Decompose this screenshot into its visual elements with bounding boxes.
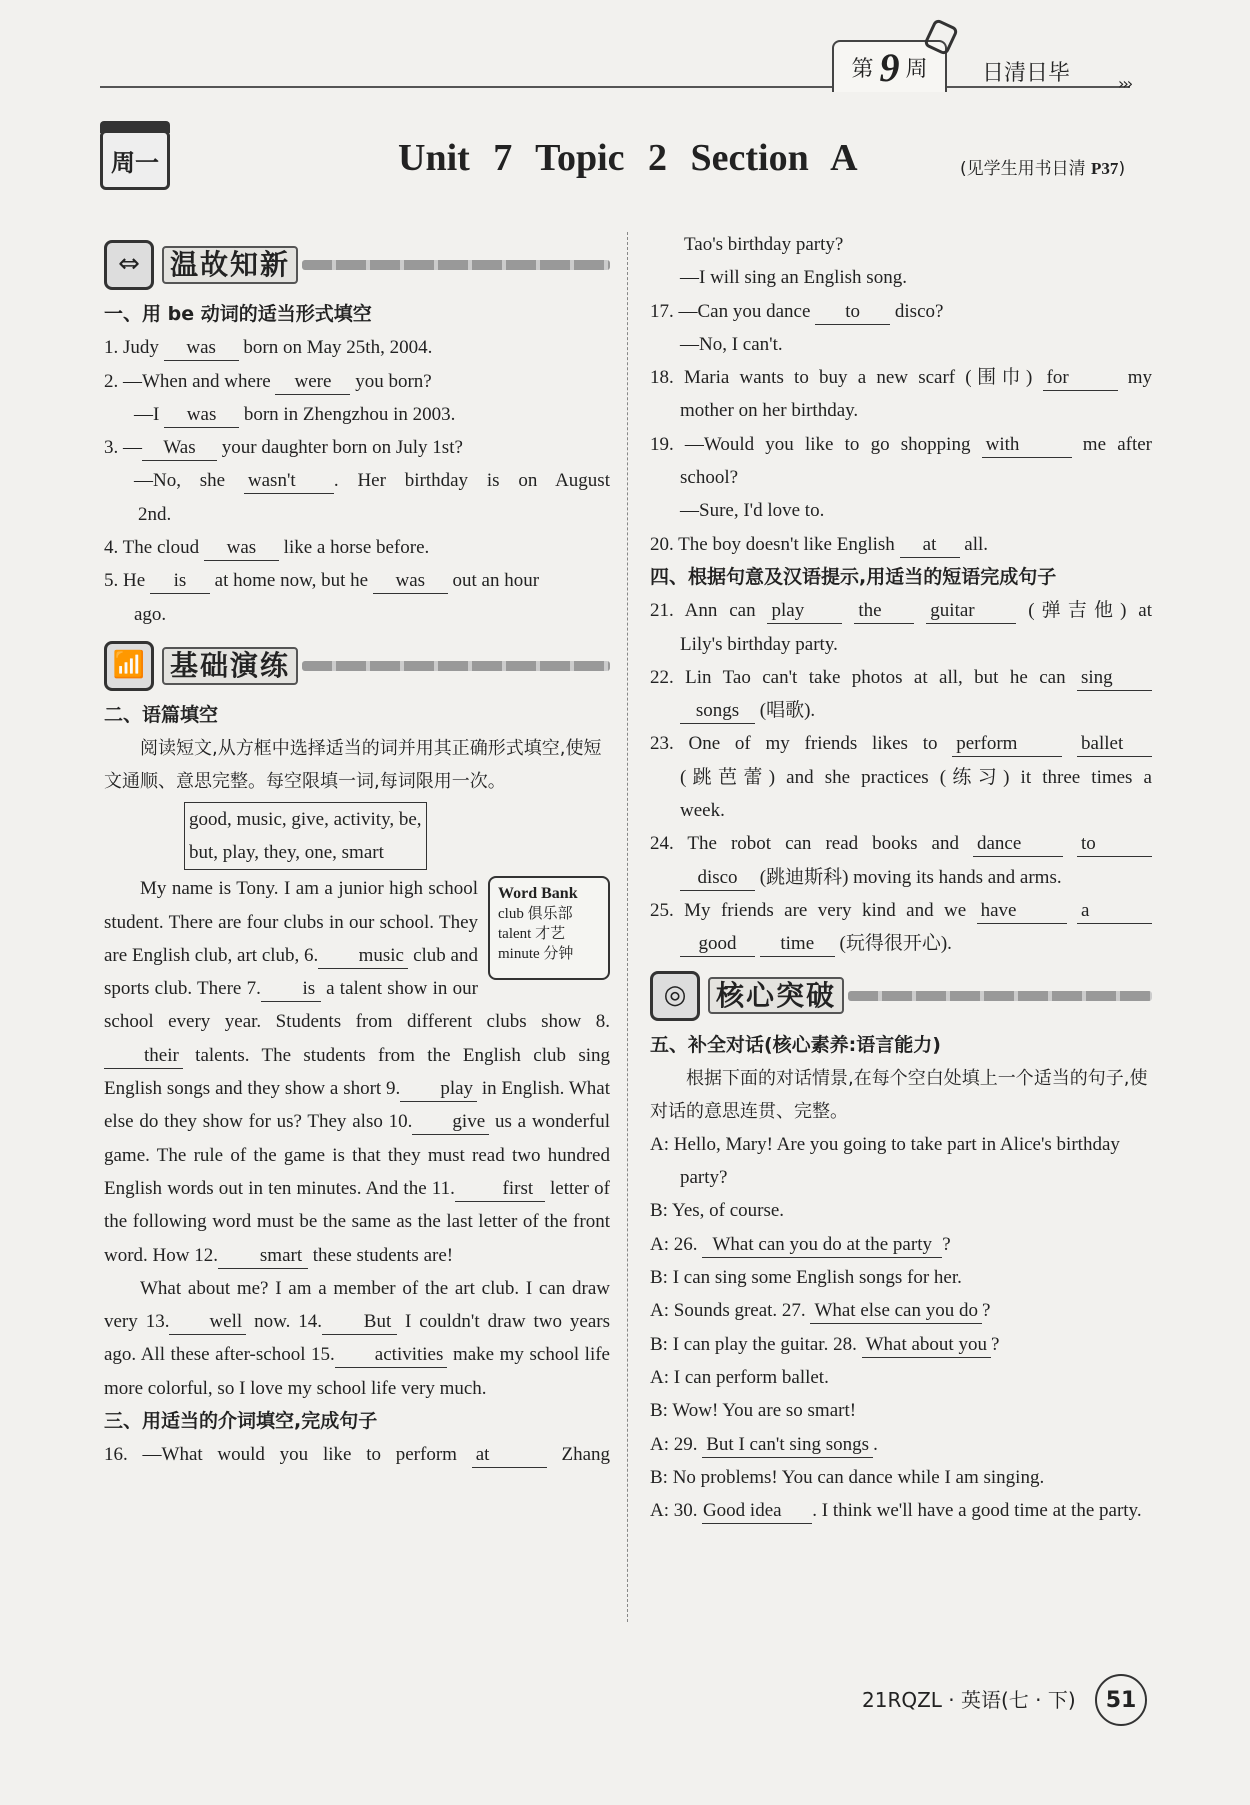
answer-blank: play xyxy=(400,1077,477,1102)
answer-blank: at xyxy=(900,533,960,558)
answer-blank: Good idea xyxy=(702,1499,812,1524)
answer-blank: was xyxy=(164,403,239,428)
banner-bar xyxy=(848,991,1152,1001)
answer-blank: to xyxy=(1077,832,1152,857)
answer-blank: time xyxy=(760,932,835,957)
part5-instruction: 根据下面的对话情景,在每个空白处填上一个适当的句子,使对话的意思连贯、完整。 xyxy=(650,1067,1148,1122)
question-19a: 19. —Would you like to go shopping with me after xyxy=(650,428,1152,461)
section-banner-basic xyxy=(104,637,610,695)
answer-blank: was xyxy=(204,536,279,561)
answer-blank: first xyxy=(455,1177,545,1202)
question-23b: (跳芭蕾) and she practices (练习) it three times a xyxy=(680,766,1152,788)
answer-blank: at xyxy=(472,1443,547,1468)
question-18a: 18. Maria wants to buy a new scarf (围巾) for my xyxy=(650,361,1152,394)
question-5b: ago. xyxy=(134,603,167,625)
bar-chart-icon: 📶 xyxy=(104,641,154,691)
answer-blank: guitar xyxy=(926,599,1016,624)
passage: Word Bank club 俱乐部 talent 才艺 minute 分钟 My name is Tony. I am a junior high school student. There are four clubs in our school. They are English club, art club, 6. music club and sports club. There 7. is a talent show in our school every year. Students from different clubs show 8.their talents. The students from the English club sing English songs and they show a short 9. play in English. What else do they show for us? They also 10. give us a wonderful game. The rule of the game is that they must read two hundred English words out in ten minutes. And the 11. first letter of the following word must be the same as the last letter of the front word. How 12. smart these students are! What about me? I am a member of the art club. I can draw very 13. well now. 14. But I couldn't draw two years ago. All these after-school 15. activities make my school life more colorful, so I love my school life very much. xyxy=(104,878,610,1399)
answer-blank: was xyxy=(373,569,448,594)
answer-blank: activities xyxy=(335,1343,448,1368)
dialogue-line: A: Sounds great. 27. What else can you do ? xyxy=(650,1294,1152,1327)
answer-blank: dance xyxy=(973,832,1063,857)
book-code: 21RQZL · 英语(七 · 下) xyxy=(862,1688,1076,1712)
question-3b: —No, she wasn't . Her birthday is on August xyxy=(104,464,610,497)
answer-blank: well xyxy=(169,1310,246,1335)
column-divider xyxy=(627,232,628,1622)
answer-blank: with xyxy=(982,433,1072,458)
week-prefix: 第 xyxy=(851,56,874,82)
word-bank-item: club 俱乐部 xyxy=(498,906,573,923)
daily-label: 日清日毕 xyxy=(982,61,1071,86)
answer-blank: smart xyxy=(218,1244,308,1269)
dialogue-line: B: Wow! You are so smart! xyxy=(650,1400,857,1422)
answer-blank: disco xyxy=(680,866,755,891)
target-icon: ◎ xyxy=(650,971,700,1021)
part2-instruction: 阅读短文,从方框中选择适当的词并用其正确形式填空,使短文通顺、意思完整。每空限填一词,每词限用一次。 xyxy=(104,738,602,793)
answer-blank: a xyxy=(1077,899,1152,924)
question-22b: songs (唱歌). xyxy=(650,694,1152,727)
answer-blank: Was xyxy=(142,436,217,461)
answer-blank: songs xyxy=(680,699,755,724)
word-bank-item: minute 分钟 xyxy=(498,946,574,963)
part4-heading: 四、根据句意及汉语提示,用适当的短语完成句子 xyxy=(650,565,1057,588)
dialogue-line: A: Hello, Mary! Are you going to take part in Alice's birthday party? xyxy=(650,1133,1120,1189)
right-column xyxy=(650,228,1152,1527)
arrows-icon: ››› xyxy=(1118,74,1132,93)
answer-blank: good xyxy=(680,932,755,957)
answer-blank: for xyxy=(1043,366,1118,391)
answer-blank: What else can you do xyxy=(810,1299,982,1324)
section-banner-core xyxy=(650,967,1152,1025)
part2-heading: 二、语篇填空 xyxy=(104,703,219,726)
banner-bar xyxy=(302,661,610,671)
answer-blank: play xyxy=(767,599,842,624)
answer-blank: wasn't xyxy=(244,469,334,494)
word-bank xyxy=(488,876,610,980)
question-24b: disco (跳迪斯科) moving its hands and arms. xyxy=(650,861,1152,894)
question-3c: 2nd. xyxy=(138,503,172,525)
word-bank-item: talent 才艺 xyxy=(498,926,566,943)
section-title-review: 温故知新 xyxy=(162,246,298,283)
question-21b: Lily's birthday party. xyxy=(680,633,838,655)
answer-blank: have xyxy=(977,899,1067,924)
answer-blank: give xyxy=(412,1110,489,1135)
question-19c: —Sure, I'd love to. xyxy=(680,500,825,522)
dialogue-line: A: 26. What can you do at the party ? xyxy=(650,1228,1152,1261)
answer-blank: But I can't sing songs xyxy=(702,1433,873,1458)
left-column xyxy=(104,230,610,1472)
answer-blank: is xyxy=(150,569,210,594)
question-1: 1. Judy was born on May 25th, 2004. xyxy=(104,331,610,364)
question-22a: 22. Lin Tao can't take photos at all, but he can sing xyxy=(650,661,1152,694)
word-bank-title: Word Bank xyxy=(498,885,578,903)
dialogue-line: B: I can sing some English songs for her. xyxy=(650,1267,962,1289)
question-16a: 16. —What would you like to perform at Zhang xyxy=(104,1438,610,1471)
question-24a: 24. The robot can read books and dance to xyxy=(650,827,1152,860)
question-23c: week. xyxy=(680,800,725,822)
arrows-swap-icon: ⇔ xyxy=(104,240,154,290)
question-3a: 3. — Was your daughter born on July 1st? xyxy=(104,431,610,464)
section-banner-review xyxy=(104,236,610,294)
question-23a: 23. One of my friends likes to perform ballet xyxy=(650,727,1152,760)
answer-blank: What can you do at the party xyxy=(702,1233,942,1258)
answer-blank: music xyxy=(318,944,408,969)
part1-heading: 一、用 be 动词的适当形式填空 xyxy=(104,303,372,325)
word-box: good, music, give, activity, be, but, play, they, one, smart xyxy=(184,802,427,870)
question-25b: good time (玩得很开心). xyxy=(650,927,1152,960)
day-badge: 周一 xyxy=(100,130,170,190)
book-reference: (见学生用书日清 P37) xyxy=(960,159,1126,179)
answer-blank: sing xyxy=(1077,666,1152,691)
answer-blank: What about you xyxy=(862,1333,991,1358)
question-18b: mother on her birthday. xyxy=(680,400,859,422)
question-17b: —No, I can't. xyxy=(680,333,783,355)
part5-heading: 五、补全对话(核心素养:语言能力) xyxy=(650,1033,941,1056)
question-5: 5. He is at home now, but he was out an hour xyxy=(104,564,610,597)
dialogue-line: A: 30. Good idea . I think we'll have a good time at the party. xyxy=(650,1494,1152,1527)
question-16b: Tao's birthday party? xyxy=(684,234,844,255)
answer-blank: ballet xyxy=(1077,732,1152,757)
question-2b: —I was born in Zhengzhou in 2003. xyxy=(104,398,610,431)
answer-blank: to xyxy=(815,300,890,325)
section-title-core: 核心突破 xyxy=(708,977,844,1014)
question-19b: school? xyxy=(680,467,739,489)
answer-blank: were xyxy=(275,370,350,395)
question-21a: 21. Ann can play the guitar (弹吉他) at xyxy=(650,594,1152,627)
week-number: 9 xyxy=(879,44,900,90)
answer-blank: perform xyxy=(952,732,1062,757)
part3-heading: 三、用适当的介词填空,完成句子 xyxy=(104,1410,378,1433)
answer-blank: But xyxy=(322,1310,397,1335)
dialogue-line: B: Yes, of course. xyxy=(650,1200,785,1222)
answer-blank: was xyxy=(164,336,239,361)
answer-blank: is xyxy=(261,977,321,1002)
question-16c: —I will sing an English song. xyxy=(680,267,907,289)
page-title: Unit 7 Topic 2 Section A xyxy=(398,137,858,179)
week-suffix: 周 xyxy=(905,56,928,82)
dialogue-line: B: I can play the guitar. 28. What about you ? xyxy=(650,1328,1152,1361)
header-rule xyxy=(100,86,1130,88)
question-2a: 2. —When and where were you born? xyxy=(104,365,610,398)
dialogue-line: A: I can perform ballet. xyxy=(650,1366,829,1388)
answer-blank: the xyxy=(854,599,914,624)
question-4: 4. The cloud was like a horse before. xyxy=(104,531,610,564)
question-17a: 17. —Can you dance to disco? xyxy=(650,295,1152,328)
question-25a: 25. My friends are very kind and we have a xyxy=(650,894,1152,927)
page-number: 51 xyxy=(1095,1674,1147,1726)
answer-blank: their xyxy=(104,1044,183,1069)
dialogue-line: B: No problems! You can dance while I am singing. xyxy=(650,1466,1045,1488)
section-title-basic: 基础演练 xyxy=(162,647,298,684)
banner-bar xyxy=(302,260,610,270)
question-20: 20. The boy doesn't like English at all. xyxy=(650,528,1152,561)
dialogue-line: A: 29. But I can't sing songs . xyxy=(650,1428,1152,1461)
